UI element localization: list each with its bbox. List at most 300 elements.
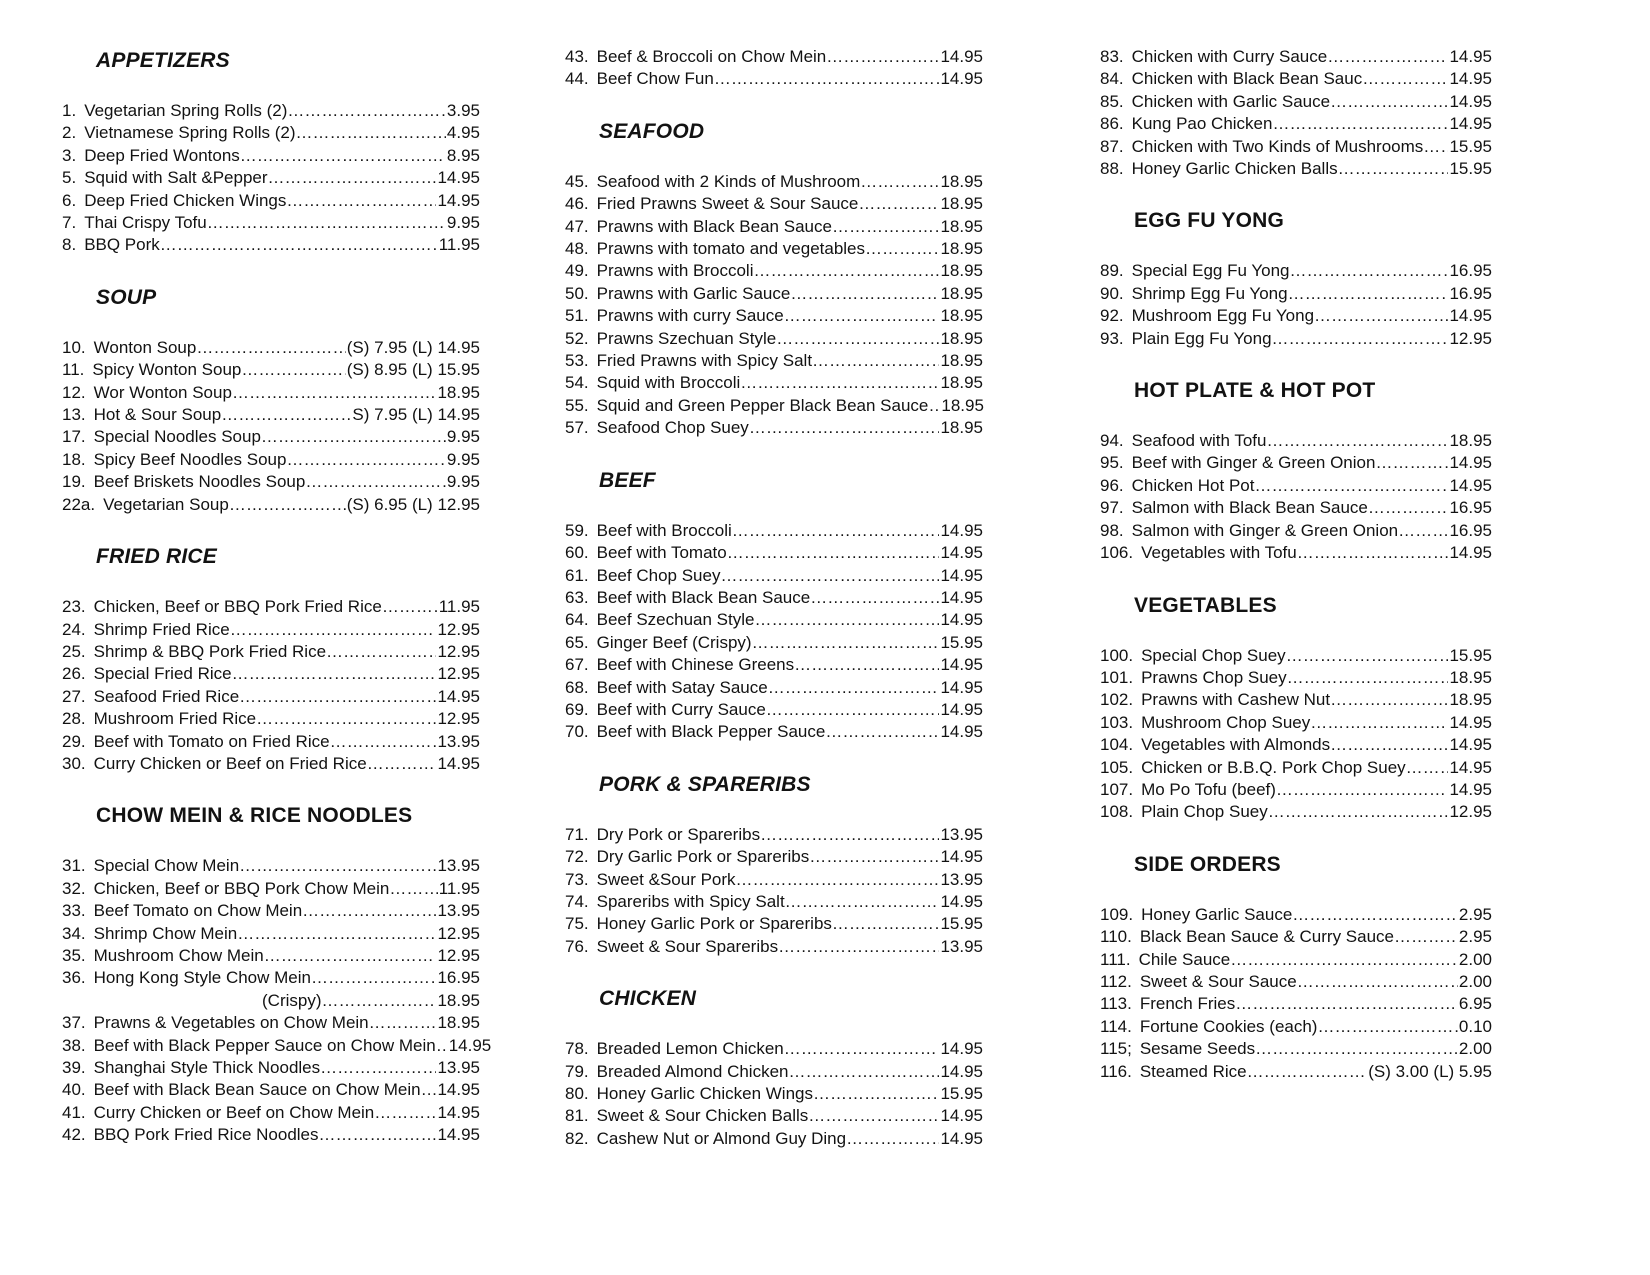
- item-name: Deep Fried Chicken Wings: [84, 190, 287, 210]
- menu-item: [62, 945, 480, 967]
- item-price: 14.95: [1449, 735, 1492, 755]
- item-name: Beef with Curry Sauce: [596, 699, 766, 719]
- item-name: Sweet & Sour Spareribs: [596, 936, 779, 956]
- item-number: 61.: [565, 565, 589, 585]
- menu-item: [1100, 46, 1492, 68]
- menu-item: [62, 619, 480, 641]
- menu-item: [565, 699, 983, 721]
- menu-item: [62, 855, 480, 877]
- dot-leader: [809, 846, 939, 868]
- dot-leader: [928, 395, 940, 417]
- item-name: Mushroom Chow Mein: [93, 945, 264, 965]
- dot-leader: [256, 708, 436, 730]
- item-price: 13.95: [940, 869, 983, 889]
- item-price: 14.95: [1449, 779, 1492, 799]
- item-number: 46.: [565, 194, 589, 214]
- item-price: 15.95: [1449, 159, 1492, 179]
- item-price: 18.95: [940, 418, 983, 438]
- section-title: CHICKEN: [599, 987, 697, 1011]
- dot-leader: [367, 753, 437, 775]
- dot-leader: [754, 609, 939, 631]
- menu-item: [1100, 475, 1492, 497]
- item-price: 11.95: [438, 235, 480, 255]
- dot-leader: [832, 913, 940, 935]
- item-price: 2.95: [1458, 927, 1492, 947]
- menu-item: [565, 350, 983, 372]
- item-name: Breaded Almond Chicken: [596, 1061, 789, 1081]
- menu-item: [565, 609, 983, 631]
- item-price: 18.95: [940, 283, 983, 303]
- item-number: 52.: [565, 328, 589, 348]
- dot-leader: [230, 619, 437, 641]
- dot-leader: [1406, 757, 1449, 779]
- item-number: 71.: [565, 824, 589, 844]
- dot-leader: [261, 426, 446, 448]
- item-name: Prawns with Garlic Sauce: [596, 283, 791, 303]
- section-title: HOT PLATE & HOT POT: [1134, 379, 1376, 403]
- menu-item: [1100, 1061, 1492, 1083]
- section-title: PORK & SPARERIBS: [599, 772, 811, 796]
- item-name: Beef with Ginger & Green Onion: [1131, 453, 1376, 473]
- menu-section: [62, 803, 492, 1146]
- menu-item: [1100, 542, 1492, 564]
- item-price: 14.95: [1449, 543, 1492, 563]
- dot-leader: [286, 190, 436, 212]
- item-price: 14.95: [1449, 114, 1492, 134]
- item-price: 13.95: [437, 901, 480, 921]
- menu-column-center: [565, 46, 983, 1150]
- menu-item: [1100, 904, 1492, 926]
- item-number: 94.: [1100, 431, 1124, 451]
- dot-leader: [305, 471, 446, 493]
- dot-leader: [239, 855, 436, 877]
- item-price: 14.95: [940, 520, 983, 540]
- item-price: (S) 6.95 (L) 12.95: [346, 494, 480, 514]
- item-price: 12.95: [437, 664, 480, 684]
- item-number: 70.: [565, 722, 589, 742]
- item-price: 13.95: [437, 856, 480, 876]
- item-name: Dry Pork or Spareribs: [596, 824, 761, 844]
- menu-section: [565, 468, 983, 744]
- item-number: 83.: [1100, 47, 1124, 66]
- menu-item: [1100, 91, 1492, 113]
- item-price: 14.95: [1449, 306, 1492, 326]
- item-price: 2.00: [1458, 949, 1492, 969]
- item-number: 32.: [62, 878, 86, 898]
- dot-leader: [237, 923, 436, 945]
- item-number: 45.: [565, 171, 589, 191]
- dot-leader: [286, 449, 445, 471]
- menu-item: [565, 846, 983, 868]
- dot-leader: [1297, 542, 1449, 564]
- item-price: 18.95: [437, 382, 480, 402]
- menu-item: [565, 891, 983, 913]
- menu-item: [565, 632, 983, 654]
- item-price: 4.95: [446, 123, 480, 143]
- item-name: French Fries: [1139, 994, 1236, 1014]
- dot-leader: [221, 404, 351, 426]
- item-name: Spareribs with Spicy Salt: [596, 891, 785, 911]
- item-price: 12.95: [437, 709, 480, 729]
- item-name: BBQ Pork: [84, 235, 160, 255]
- dot-leader: [1423, 136, 1448, 158]
- item-name: Chile Sauce: [1138, 949, 1231, 969]
- item-number: 97.: [1100, 498, 1124, 518]
- dot-leader: [766, 699, 940, 721]
- item-number: 93.: [1100, 328, 1124, 348]
- menu-item: [62, 494, 480, 516]
- item-name: Honey Garlic Chicken Balls: [1131, 159, 1338, 179]
- dot-leader: [784, 305, 940, 327]
- menu-item: [62, 471, 480, 493]
- item-number: 59.: [565, 520, 589, 540]
- dot-leader: [1286, 645, 1449, 667]
- menu-item: [565, 721, 983, 743]
- item-price: 14.95: [940, 1061, 983, 1081]
- item-name: Chicken, Beef or BBQ Pork Fried Rice: [93, 597, 382, 617]
- dot-leader: [808, 1105, 939, 1127]
- menu-item: [565, 305, 983, 327]
- menu-item: [565, 171, 983, 193]
- item-price: S) 7.95 (L) 14.95: [352, 405, 480, 425]
- item-price: 14.95: [437, 1102, 480, 1122]
- item-number: 55.: [565, 395, 589, 415]
- item-name: BBQ Pork Fried Rice Noodles: [93, 1125, 319, 1145]
- dot-leader: [436, 1035, 448, 1057]
- item-name: Spicy Beef Noodles Soup: [93, 449, 287, 469]
- item-number: 106.: [1100, 543, 1134, 563]
- item-number: 68.: [565, 677, 589, 697]
- item-price: 15.95: [1449, 645, 1492, 665]
- dot-leader: [296, 122, 446, 144]
- item-number: 116.: [1100, 1061, 1132, 1081]
- item-price: 3.95: [446, 101, 480, 120]
- menu-section: [1100, 208, 1492, 350]
- item-price: 8.95: [446, 145, 480, 165]
- menu-item: [62, 449, 480, 471]
- item-number: 64.: [565, 610, 589, 630]
- item-price: 2.95: [1458, 904, 1492, 924]
- menu-item: [565, 395, 983, 417]
- item-number: 85.: [1100, 91, 1124, 111]
- item-name: Beef with Tomato on Fried Rice: [93, 731, 330, 751]
- dot-leader: [732, 520, 940, 542]
- menu-section: [1100, 852, 1492, 1083]
- item-price: 16.95: [1449, 283, 1492, 303]
- item-name: Prawns with Broccoli: [596, 261, 754, 281]
- menu-item: [565, 587, 983, 609]
- item-number: 78.: [565, 1039, 589, 1059]
- item-name: Shrimp Chow Mein: [93, 923, 238, 943]
- item-number: 22a.: [62, 494, 96, 514]
- item-number: 1.: [62, 101, 77, 120]
- dot-leader: [1317, 1016, 1457, 1038]
- item-number: 41.: [62, 1102, 86, 1122]
- menu-item: [62, 337, 480, 359]
- item-name: Shrimp Fried Rice: [93, 619, 230, 639]
- menu-item: [1100, 926, 1492, 948]
- dot-leader: [287, 100, 446, 122]
- dot-leader: [1292, 904, 1458, 926]
- item-price: 14.95: [940, 1128, 983, 1148]
- item-name: Shrimp Egg Fu Yong: [1131, 283, 1288, 303]
- dot-leader: [240, 145, 446, 167]
- item-name: (Crispy): [262, 990, 322, 1010]
- dot-leader: [232, 663, 437, 685]
- item-name: Hot & Sour Soup: [93, 405, 222, 425]
- menu-section: [1100, 593, 1492, 824]
- item-number: 63.: [565, 587, 589, 607]
- item-name: Special Chop Suey: [1141, 645, 1286, 665]
- item-number: 81.: [565, 1106, 589, 1126]
- item-number: 105.: [1100, 757, 1134, 777]
- item-price: 13.95: [437, 731, 480, 751]
- item-name: Prawns with Cashew Nut: [1141, 690, 1331, 710]
- item-name: Salmon with Ginger & Green Onion: [1131, 520, 1399, 540]
- item-name: Dry Garlic Pork or Spareribs: [596, 847, 810, 867]
- item-price: 2.00: [1458, 1039, 1492, 1059]
- item-number: 5.: [62, 168, 77, 188]
- dot-leader: [832, 216, 940, 238]
- dot-leader: [788, 1061, 939, 1083]
- menu-item: [565, 565, 983, 587]
- item-name: Beef Tomato on Chow Mein: [93, 901, 303, 921]
- item-name: Honey Garlic Chicken Wings: [596, 1084, 813, 1103]
- menu-item: [1100, 734, 1492, 756]
- menu-item: [1100, 779, 1492, 801]
- menu-item: [62, 100, 480, 122]
- item-number: 60.: [565, 543, 589, 563]
- item-number: 25.: [62, 641, 86, 661]
- item-name: Plain Egg Fu Yong: [1131, 328, 1272, 348]
- item-price: 14.95: [940, 587, 983, 607]
- item-name: Mushroom Chop Suey: [1141, 712, 1311, 732]
- item-name: Chicken with Black Bean Sauc: [1131, 69, 1363, 89]
- menu-item: [62, 1102, 480, 1124]
- dot-leader: [1268, 801, 1449, 823]
- item-price: 18.95: [940, 261, 983, 281]
- menu-section: [1100, 46, 1492, 180]
- dot-leader: [326, 641, 436, 663]
- menu-item: [565, 417, 983, 439]
- dot-leader: [1247, 1061, 1368, 1083]
- menu-item: [1100, 452, 1492, 474]
- item-price: 15.95: [940, 1084, 983, 1103]
- dot-leader: [768, 677, 940, 699]
- menu-item: [565, 913, 983, 935]
- item-price: 9.95: [446, 427, 480, 447]
- item-number: 114.: [1100, 1016, 1132, 1036]
- item-number: 102.: [1100, 690, 1134, 710]
- section-title: SIDE ORDERS: [1134, 852, 1281, 876]
- item-number: 111.: [1100, 949, 1131, 969]
- item-number: 27.: [62, 686, 86, 706]
- menu-item: [565, 542, 983, 564]
- dot-leader: [1362, 68, 1448, 90]
- item-price: 12.95: [1449, 802, 1492, 822]
- dot-leader: [1338, 158, 1449, 180]
- item-price: 18.95: [940, 328, 983, 348]
- item-price: 0.10: [1458, 1016, 1492, 1036]
- menu-item: [62, 596, 480, 618]
- dot-leader: [241, 359, 345, 381]
- item-price: 18.95: [940, 239, 983, 259]
- menu-column-right: [1100, 46, 1492, 1083]
- item-number: 17.: [62, 427, 86, 447]
- item-name: Special Chow Mein: [93, 856, 240, 876]
- menu-item: [565, 68, 983, 90]
- item-price: 14.95: [437, 1125, 480, 1145]
- item-number: 48.: [565, 239, 589, 259]
- item-name: Prawns with Black Bean Sauce: [596, 216, 832, 236]
- menu-item: [565, 520, 983, 542]
- dot-leader: [760, 824, 939, 846]
- item-name: Deep Fried Wontons: [84, 145, 240, 165]
- item-number: 2.: [62, 123, 77, 143]
- item-name: Fried Prawns with Spicy Salt: [596, 351, 813, 371]
- item-price: 9.95: [446, 213, 480, 233]
- item-name: Curry Chicken or Beef on Chow Mein: [93, 1102, 375, 1122]
- item-number: 24.: [62, 619, 86, 639]
- item-number: 88.: [1100, 159, 1124, 179]
- item-name: Kung Pao Chicken: [1131, 114, 1273, 134]
- menu-item: [62, 686, 480, 708]
- item-name: Beef with Broccoli: [596, 520, 732, 540]
- menu-item: [565, 372, 983, 394]
- menu-item: [1100, 68, 1492, 90]
- dot-leader: [790, 283, 939, 305]
- item-price: 12.95: [1449, 328, 1492, 348]
- item-name: Sweet &Sour Pork: [596, 869, 736, 889]
- item-number: 95.: [1100, 453, 1124, 473]
- dot-leader: [825, 721, 939, 743]
- item-name: Black Bean Sauce & Curry Sauce: [1139, 927, 1395, 947]
- item-name: Beef with Black Bean Sauce on Chow Mein: [93, 1080, 421, 1100]
- item-name: Cashew Nut or Almond Guy Ding: [596, 1128, 847, 1148]
- item-price: 14.95: [940, 69, 983, 89]
- item-name: Vegetarian Spring Rolls (2): [84, 101, 288, 120]
- menu-item: [62, 426, 480, 448]
- dot-leader: [860, 171, 939, 193]
- menu-item: [1100, 712, 1492, 734]
- item-number: 40.: [62, 1080, 86, 1100]
- dot-leader: [1272, 328, 1449, 350]
- dot-leader: [736, 869, 940, 891]
- item-price: 16.95: [437, 968, 480, 988]
- dot-leader: [1276, 779, 1449, 801]
- item-number: 26.: [62, 664, 86, 684]
- item-name: Chicken with Curry Sauce: [1131, 47, 1328, 66]
- menu-item: [1100, 158, 1492, 180]
- menu-section: [565, 46, 983, 91]
- item-name: Vegetables with Almonds: [1141, 735, 1331, 755]
- menu-item: [62, 967, 480, 989]
- item-number: 30.: [62, 753, 86, 773]
- section-title: SOUP: [96, 285, 157, 309]
- item-name: Beef with Black Pepper Sauce on Chow Mein: [93, 1035, 436, 1055]
- dot-leader: [302, 900, 436, 922]
- menu-item: [62, 404, 480, 426]
- item-price: 12.95: [437, 945, 480, 965]
- item-name: Prawns with tomato and vegetables: [596, 239, 866, 259]
- dot-leader: [421, 1079, 437, 1101]
- section-title: FRIED RICE: [96, 545, 218, 569]
- item-number: 72.: [565, 847, 589, 867]
- menu-item: [565, 654, 983, 676]
- section-title: CHOW MEIN & RICE NOODLES: [96, 804, 413, 828]
- item-number: 67.: [565, 655, 589, 675]
- item-price: 14.95: [437, 1080, 480, 1100]
- item-name: Chicken, Beef or BBQ Pork Chow Mein: [93, 878, 390, 898]
- item-price: 16.95: [1449, 520, 1492, 540]
- item-price: 2.00: [1458, 971, 1492, 991]
- dot-leader: [319, 1124, 437, 1146]
- item-price: 14.95: [437, 753, 480, 773]
- dot-leader: [320, 1057, 436, 1079]
- menu-item: [565, 46, 983, 68]
- item-number: 12.: [62, 382, 86, 402]
- item-number: 76.: [565, 936, 589, 956]
- item-name: Beef with Black Pepper Sauce: [596, 722, 826, 742]
- menu-item: [565, 1105, 983, 1127]
- menu-item: [565, 260, 983, 282]
- item-number: 7.: [62, 213, 77, 233]
- item-name: Sesame Seeds: [1139, 1039, 1256, 1059]
- item-price: 12.95: [437, 619, 480, 639]
- item-name: Chicken with Two Kinds of Mushrooms: [1131, 136, 1424, 156]
- dot-leader: [1330, 91, 1448, 113]
- menu-item: [62, 1057, 480, 1079]
- dot-leader: [389, 878, 437, 900]
- item-number: 54.: [565, 373, 589, 393]
- item-number: 43.: [565, 47, 589, 66]
- menu-item: [1100, 667, 1492, 689]
- menu-item: [565, 936, 983, 958]
- item-number: 75.: [565, 914, 589, 934]
- item-price: 16.95: [1449, 261, 1492, 281]
- item-price: 18.95: [940, 351, 983, 371]
- menu-item: [62, 990, 480, 1012]
- item-price: 18.95: [1449, 667, 1492, 687]
- dot-leader: [374, 1102, 436, 1124]
- menu-item: [62, 753, 480, 775]
- menu-item: [565, 1061, 983, 1083]
- item-price: 18.95: [940, 306, 983, 326]
- item-name: Chicken or B.B.Q. Pork Chop Suey: [1141, 757, 1406, 777]
- dot-leader: [1288, 283, 1449, 305]
- menu-item: [62, 663, 480, 685]
- dot-leader: [813, 1083, 939, 1105]
- menu-item: [1100, 136, 1492, 158]
- item-price: 13.95: [437, 1058, 480, 1077]
- menu-item: [62, 212, 480, 234]
- item-name: Thai Crispy Tofu: [84, 213, 207, 233]
- item-name: Wor Wonton Soup: [93, 382, 232, 402]
- dot-leader: [1235, 993, 1458, 1015]
- item-price: (S) 3.00 (L) 5.95: [1368, 1061, 1492, 1081]
- item-number: 51.: [565, 306, 589, 326]
- menu-item: [62, 167, 480, 189]
- item-name: Special Noodles Soup: [93, 427, 261, 447]
- item-number: 57.: [565, 418, 589, 438]
- item-price: 18.95: [1449, 690, 1492, 710]
- menu-item: [565, 869, 983, 891]
- item-name: Sweet & Sour Chicken Balls: [596, 1106, 809, 1126]
- item-price: 14.95: [448, 1035, 492, 1055]
- item-price: 14.95: [437, 686, 480, 706]
- item-number: 13.: [62, 405, 86, 425]
- item-name: Beef Szechuan Style: [596, 610, 755, 630]
